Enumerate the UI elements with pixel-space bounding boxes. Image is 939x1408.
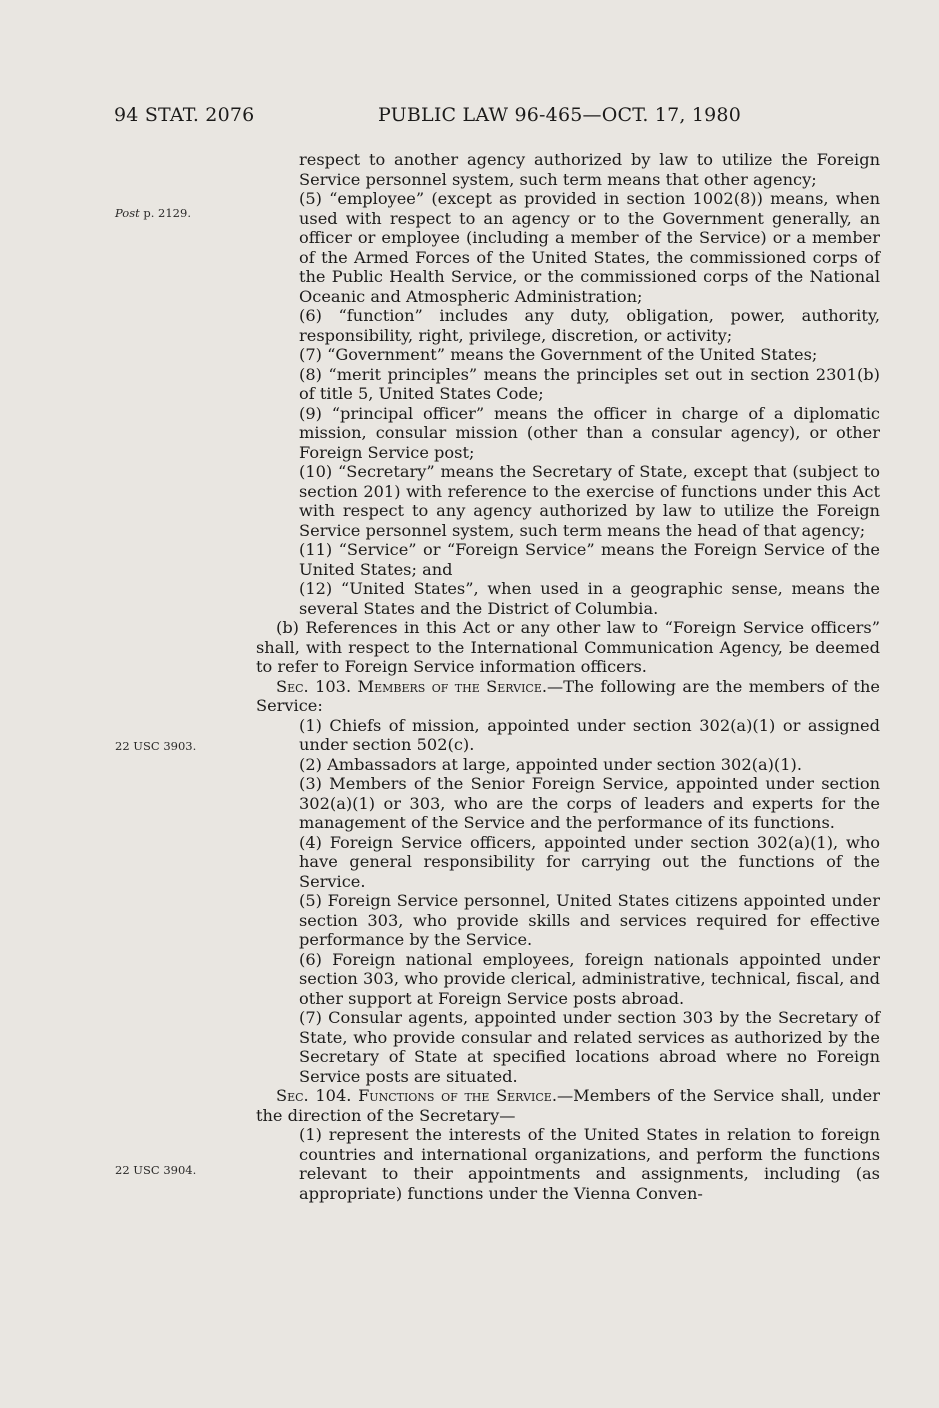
- list-item-104-1: (1) represent the interests of the United States in relation to foreign countries and international organizations, and perform the functions relevant to their appointments and assignments, including (as appropriate) functions under the Vienna Conven-: [299, 1125, 880, 1203]
- page-header: [0, 98, 939, 134]
- section-103-heading: [256, 677, 880, 716]
- section-104-heading: [256, 1086, 880, 1125]
- paragraph: respect to another agency authorized by law to utilize the Foreign Service personnel system, such term means that other agency;: [299, 150, 880, 189]
- paragraph-def-7: (7) “Government” means the Government of the United States;: [299, 345, 818, 364]
- paragraph-def-8: (8) “merit principles” means the principles set out in section 2301(b) of title 5, United States Code;: [299, 364, 880, 403]
- statute-body: [256, 150, 880, 1203]
- list-item-103-4: (4) Foreign Service officers, appointed under section 302(a)(1), who have general responsibility for carrying out the functions of the Service.: [299, 832, 880, 891]
- list-item-103-6: (6) Foreign national employees, foreign nationals appointed under section 303, who provide clerical, administrative, technical, fiscal, and other support at Foreign Service posts abroad.: [299, 949, 880, 1008]
- paragraph-def-5: (5) “employee” (except as provided in section 1002(8)) means, when used with respect to an agency or to the Government generally, an officer or employee (including a member of the Service) or a member of the Armed Forces of the United States, the commissioned corps of the Public Health Service, or the commissioned corps of the National Oceanic and Atmospheric Administration;: [299, 189, 880, 306]
- paragraph-def-11: (11) “Service” or “Foreign Service” means the Foreign Service of the United States; and: [299, 540, 880, 579]
- margin-note-post-ref: p. 2129.: [143, 206, 191, 220]
- margin-note-usc-3904: 22 USC 3904.: [115, 1163, 197, 1177]
- paragraph-def-9: (9) “principal officer” means the officer in charge of a diplomatic mission, consular mission (other than a consular agency), or other Foreign Service post;: [299, 403, 880, 462]
- section-title: Members of the Service: [357, 676, 542, 696]
- paragraph-def-10: (10) “Secretary” means the Secretary of State, except that (subject to section 201) with reference to the exercise of functions under this Act with respect to any agency authorized by law to utilize the Foreign Service personnel system, such term means the head of that agency;: [299, 462, 880, 540]
- margin-note-post-label: Post: [115, 206, 140, 220]
- paragraph-b: (b) References in this Act or any other law to “Foreign Service officers” shall, with respect to the International Communication Agency, be deemed to refer to Foreign Service information officers.: [256, 618, 880, 676]
- list-item-103-3: (3) Members of the Senior Foreign Service, appointed under section 302(a)(1) or 303, who are the corps of leaders and experts for the management of the Service and the performance of its functions.: [299, 774, 880, 832]
- margin-note-usc-3903: 22 USC 3903.: [115, 739, 197, 753]
- section-lead: .—Members of the Service shall, under the direction of the Secretary—: [256, 1086, 880, 1125]
- list-item-103-2: (2) Ambassadors at large, appointed under section 302(a)(1).: [299, 754, 802, 774]
- section-title: Functions of the Service: [358, 1086, 552, 1105]
- section-number: Sec. 104.: [276, 1086, 352, 1105]
- section-number: Sec. 103.: [276, 676, 352, 696]
- paragraph-def-12: (12) “United States”, when used in a geographic sense, means the several States and the District of Columbia.: [299, 579, 880, 618]
- running-title: PUBLIC LAW 96-465—OCT. 17, 1980: [378, 104, 742, 126]
- paragraph-def-6: (6) “function” includes any duty, obligation, power, authority, responsibility, right, privilege, discretion, or activity;: [299, 306, 880, 345]
- section-lead: .—The following are the members of the Service:: [256, 676, 880, 715]
- list-item-103-5: (5) Foreign Service personnel, United States citizens appointed under section 303, who provide skills and services required for effective performance by the Service.: [299, 891, 880, 949]
- list-item-103-1: (1) Chiefs of mission, appointed under section 302(a)(1) or assigned under section 502(c).: [299, 715, 880, 754]
- margin-note-post: [115, 206, 191, 220]
- list-item-103-7: (7) Consular agents, appointed under section 303 by the Secretary of State, who provide consular and related services as authorized by the Secretary of State at specified locations abroad where no Foreign Service posts are situated.: [299, 1008, 880, 1086]
- statute-page-number: 94 STAT. 2076: [114, 104, 255, 126]
